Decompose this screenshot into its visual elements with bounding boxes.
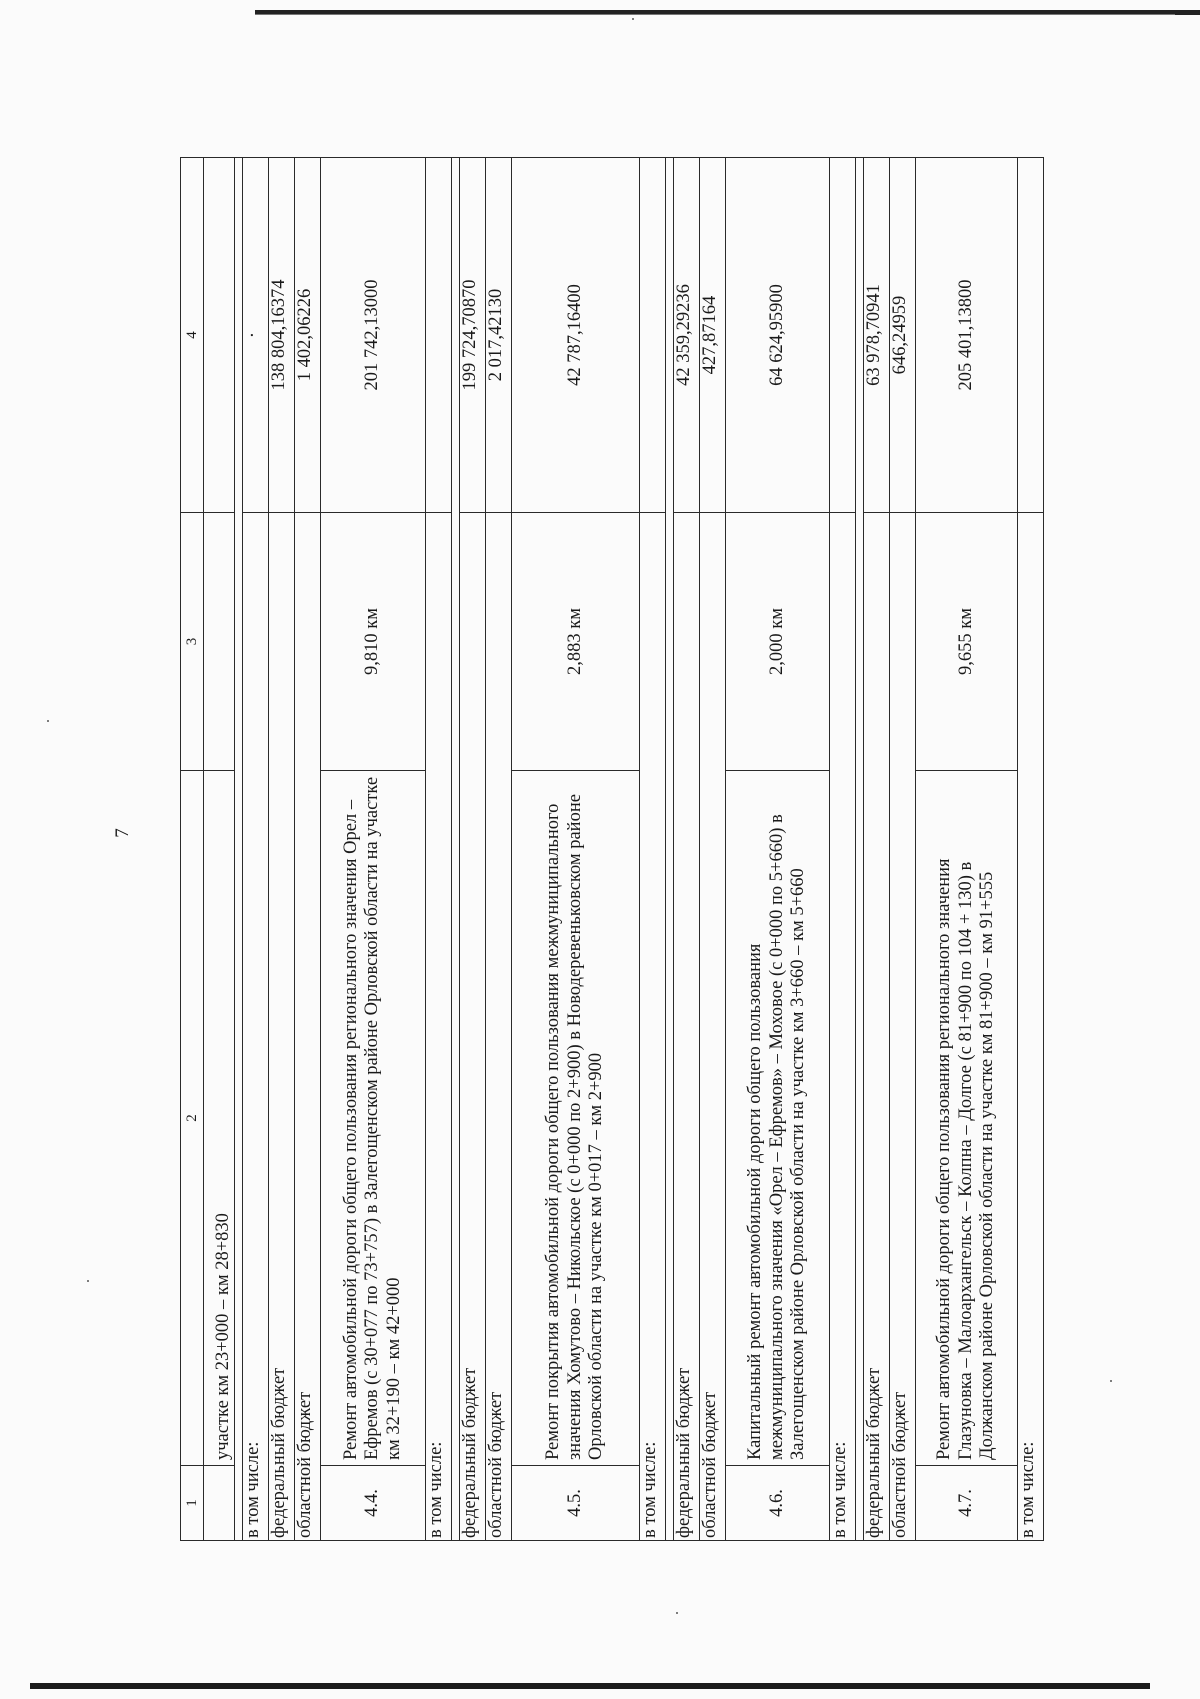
table-row — [426, 158, 452, 1541]
row-label: в том числе: — [640, 513, 666, 1541]
table-row — [640, 158, 666, 1541]
row-value: 199 724,70870 — [460, 158, 486, 513]
table-row — [204, 158, 235, 1541]
table-row — [486, 158, 512, 1541]
table-row — [830, 158, 856, 1541]
num-cell — [204, 1466, 235, 1541]
row-label: областной бюджет — [890, 513, 916, 1541]
item-value: 205 401,13800 — [916, 158, 1018, 513]
item-value: 42 787,16400 — [512, 158, 640, 513]
value-cell — [204, 158, 235, 513]
continuation-cell: участке км 23+000 – км 28+830 — [204, 771, 235, 1466]
rotated-table-container — [180, 158, 1037, 1541]
row-label: федеральный бюджет — [864, 513, 890, 1541]
scan-edge-bottom — [30, 1683, 1150, 1689]
item-number: 4.5. — [512, 1466, 640, 1541]
row-value — [1018, 158, 1044, 513]
scan-speck — [87, 1280, 89, 1282]
table-row — [726, 158, 830, 1541]
length-cell — [204, 513, 235, 771]
item-number: 4.4. — [321, 1466, 426, 1541]
item-length: 9,810 км — [321, 513, 426, 771]
row-label: в том числе: — [243, 513, 269, 1541]
item-description: Ремонт автомобильной дороги общего пользования регионального значения Орел – Ефремов (с 30+077 по 73+757) в Залегощенском районе Орловской области на участке км 32+190 – км 42+000 — [321, 771, 426, 1466]
item-value: 201 742,13000 — [321, 158, 426, 513]
row-label: областной бюджет — [700, 513, 726, 1541]
row-value: 2 017,42130 — [486, 158, 512, 513]
separator-row — [235, 158, 243, 1541]
table-row — [700, 158, 726, 1541]
row-value: 138 804,16374 — [269, 158, 295, 513]
item-number: 4.6. — [726, 1466, 830, 1541]
page-number: 7 — [111, 828, 133, 838]
table-header-row — [181, 158, 204, 1541]
row-value: 427,87164 — [700, 158, 726, 513]
scan-speck — [47, 720, 49, 722]
header-col-1: 1 — [181, 1466, 204, 1541]
row-value — [830, 158, 856, 513]
row-label: федеральный бюджет — [269, 513, 295, 1541]
scan-speck — [632, 18, 634, 20]
scan-speck — [676, 1612, 678, 1614]
item-description: Ремонт покрытия автомобильной дороги общего пользования межмуниципального значения Хомутово – Никольское (с 0+000 по 2+900) в Новодеревеньковском районе Орловской области на участке км 0+017 – км 2+900 — [512, 771, 640, 1466]
row-value: · — [243, 158, 269, 513]
row-label: областной бюджет — [486, 513, 512, 1541]
separator-row — [452, 158, 460, 1541]
row-value — [640, 158, 666, 513]
table-row — [512, 158, 640, 1541]
row-value: 63 978,70941 — [864, 158, 890, 513]
item-number: 4.7. — [916, 1466, 1018, 1541]
header-col-2: 2 — [181, 771, 204, 1466]
scan-edge-top-thin — [255, 14, 1175, 15]
item-length: 2,000 км — [726, 513, 830, 771]
table-row — [295, 158, 321, 1541]
row-value — [426, 158, 452, 513]
separator-row — [666, 158, 674, 1541]
table-row — [890, 158, 916, 1541]
item-description: Капитальный ремонт автомобильной дороги общего пользования межмуниципального значения «Орел – Ефремов» – Моховое (с 0+000 по 5+660) в Залегощенском районе Орловской области на участке км 3+660 – км 5+660 — [726, 771, 830, 1466]
table-row — [1018, 158, 1044, 1541]
row-label: федеральный бюджет — [460, 513, 486, 1541]
item-description: Ремонт автомобильной дороги общего пользования регионального значения Глазуновка – Малоархангельск – Колпна – Долгое (с 81+900 по 104 + 130) в Должанском районе Орловской области на участке км 81+900 – км 91+555 — [916, 771, 1018, 1466]
row-label: в том числе: — [830, 513, 856, 1541]
table-row — [674, 158, 700, 1541]
row-label: в том числе: — [1018, 513, 1044, 1541]
table-row — [460, 158, 486, 1541]
table-row — [321, 158, 426, 1541]
table-row — [269, 158, 295, 1541]
budget-table — [180, 157, 1044, 1541]
row-label: областной бюджет — [295, 513, 321, 1541]
table-row — [864, 158, 890, 1541]
separator-row — [856, 158, 864, 1541]
row-value: 42 359,29236 — [674, 158, 700, 513]
row-label: федеральный бюджет — [674, 513, 700, 1541]
row-value: 1 402,06226 — [295, 158, 321, 513]
table-row — [916, 158, 1018, 1541]
row-label: в том числе: — [426, 513, 452, 1541]
item-length: 2,883 км — [512, 513, 640, 771]
row-value: 646,24959 — [890, 158, 916, 513]
scan-speck — [1110, 1380, 1112, 1382]
table-row — [243, 158, 269, 1541]
item-value: 64 624,95900 — [726, 158, 830, 513]
header-col-3: 3 — [181, 513, 204, 771]
item-length: 9,655 км — [916, 513, 1018, 771]
header-col-4: 4 — [181, 158, 204, 513]
